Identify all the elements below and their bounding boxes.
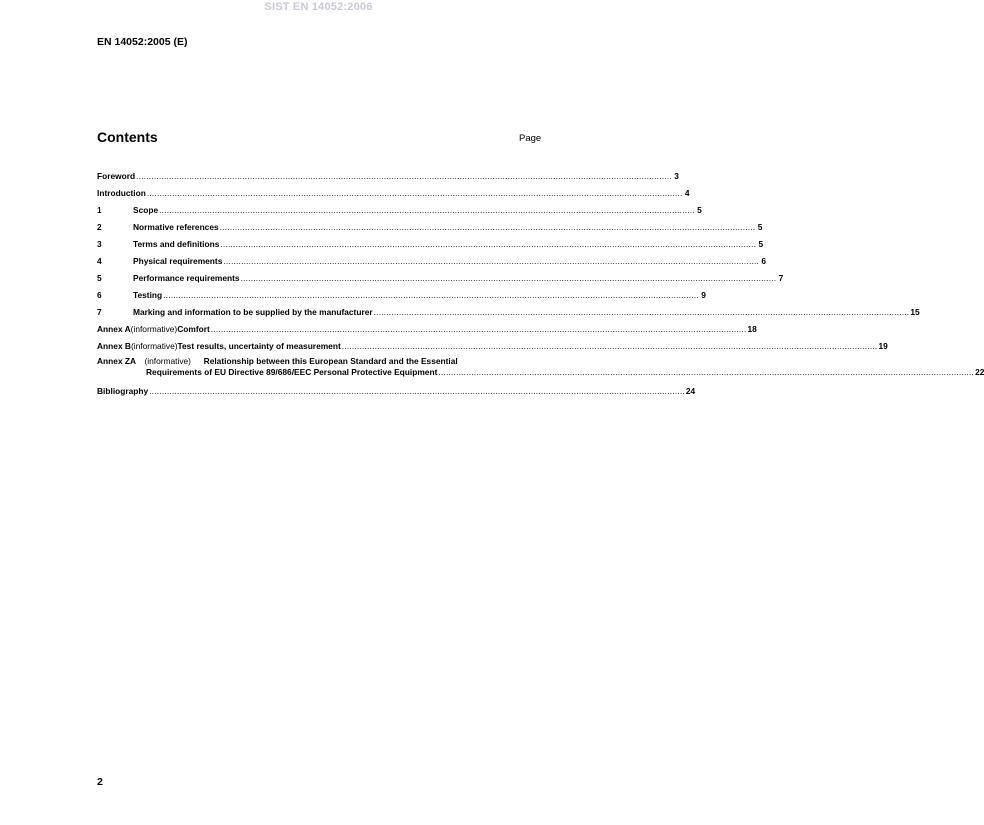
dot-leader: ....................................................................................................................................................................................................................: [159, 205, 695, 215]
dot-leader: ....................................................................................................................................................................................................................: [220, 239, 757, 249]
toc-entry-number: 5: [97, 273, 102, 283]
toc-entry-terms-and-definitions[interactable]: [97, 232, 764, 249]
toc-entry-bibliography[interactable]: [97, 379, 696, 396]
toc-entry-title: Terms and definitions: [133, 239, 220, 249]
dot-leader: ....................................................................................................................................................................................................................: [373, 307, 910, 317]
toc-entry-number: 3: [97, 239, 102, 249]
toc-entry-foreword[interactable]: [97, 164, 679, 181]
toc-entry-title: Physical requirements: [133, 256, 223, 266]
toc-entry-title: Performance requirements: [133, 273, 240, 283]
toc-entry-number: 2: [97, 222, 102, 232]
toc-entry-number: 6: [97, 290, 102, 300]
document-id-header: EN 14052:2005 (E): [97, 36, 188, 48]
annex-label: Annex B: [97, 341, 131, 351]
toc-entry-number: 4: [97, 256, 102, 266]
dot-leader: ....................................................................................................................................................................................................................: [163, 290, 699, 300]
toc-entry-annex-za[interactable]: [97, 351, 984, 379]
toc-entry-number: 1: [97, 205, 102, 215]
page-number: 2: [97, 776, 103, 788]
toc-entry-title: Introduction: [97, 188, 146, 198]
toc-entry-annex-b[interactable]: [97, 334, 888, 351]
annex-label: Annex ZA: [97, 356, 136, 366]
table-of-contents: [97, 164, 984, 396]
contents-title: Contents: [97, 129, 158, 145]
toc-entry-title-continued: Requirements of EU Directive 89/686/EEC Personal Protective Equipment: [146, 367, 438, 377]
toc-entry-page: 18: [747, 324, 757, 334]
toc-entry-page: 5: [758, 239, 764, 249]
toc-entry-title: Marking and information to be supplied by the manufacturer: [133, 307, 373, 317]
toc-entry-title: Test results, uncertainty of measurement: [177, 341, 341, 351]
toc-entry-title: Bibliography: [97, 386, 149, 396]
page-column-label: Page: [519, 133, 542, 144]
watermark: SIST EN 14052:2006: [264, 1, 373, 13]
dot-leader: ....................................................................................................................................................................................................................: [223, 256, 760, 266]
dot-leader: ....................................................................................................................................................................................................................: [341, 341, 878, 351]
toc-entry-page: 7: [778, 273, 784, 283]
toc-entry-page: 24: [685, 386, 696, 396]
toc-entry-number: 7: [97, 307, 102, 317]
toc-entry-page: 22: [975, 367, 984, 377]
toc-entry-page: 5: [697, 205, 702, 215]
toc-entry-page: 4: [684, 188, 690, 198]
toc-entry-title: Scope: [133, 205, 159, 215]
toc-entry-page: 6: [761, 256, 767, 266]
toc-entry-physical-requirements[interactable]: [97, 249, 767, 266]
annex-label: Annex A: [97, 324, 131, 334]
annex-type: (informative): [144, 356, 191, 366]
dot-leader: ....................................................................................................................................................................................................................: [210, 324, 747, 334]
toc-entry-title: Relationship between this European Standard and the Essential: [203, 356, 458, 366]
toc-entry-title: Comfort: [177, 324, 210, 334]
toc-entry-title: Foreword: [97, 171, 136, 181]
dot-leader: ....................................................................................................................................................................................................................: [219, 222, 756, 232]
toc-entry-introduction[interactable]: [97, 181, 690, 198]
toc-entry-page: 19: [878, 341, 888, 351]
dot-leader: ....................................................................................................................................................................................................................: [438, 367, 975, 377]
dot-leader: ....................................................................................................................................................................................................................: [146, 188, 683, 198]
toc-entry-page: 9: [701, 290, 706, 300]
toc-entry-page: 15: [910, 307, 920, 317]
toc-entry-page: 3: [674, 171, 679, 181]
dot-leader: ....................................................................................................................................................................................................................: [149, 386, 685, 396]
toc-entry-performance-requirements[interactable]: [97, 266, 784, 283]
toc-entry-title: Normative references: [133, 222, 219, 232]
dot-leader: ....................................................................................................................................................................................................................: [136, 171, 672, 181]
toc-entry-marking-and-information[interactable]: [97, 300, 920, 317]
toc-entry-title: Testing: [133, 290, 163, 300]
annex-type: (informative): [130, 341, 178, 351]
toc-entry-testing[interactable]: [97, 283, 706, 300]
annex-type: (informative): [130, 324, 178, 334]
toc-entry-scope[interactable]: [97, 198, 702, 215]
toc-entry-page: 5: [757, 222, 763, 232]
toc-entry-normative-references[interactable]: [97, 215, 763, 232]
toc-entry-annex-a[interactable]: [97, 317, 757, 334]
dot-leader: ....................................................................................................................................................................................................................: [240, 273, 777, 283]
